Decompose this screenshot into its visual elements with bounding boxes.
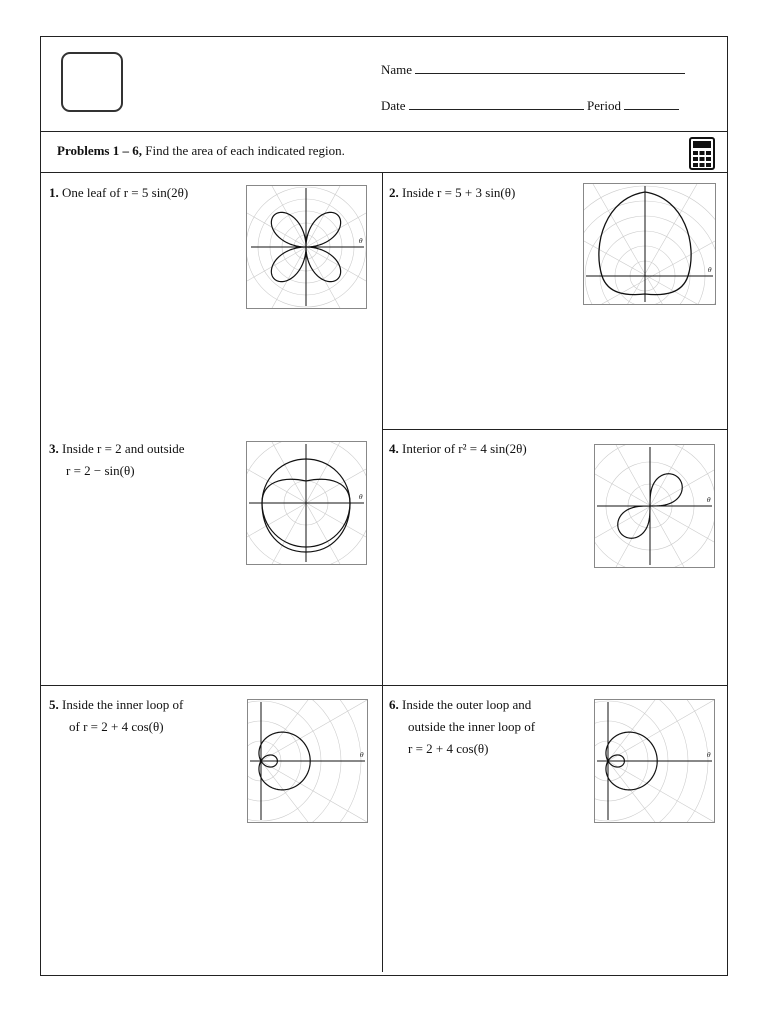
date-field bbox=[381, 97, 679, 114]
problem-4-text: Interior of r² = 4 sin(2θ) bbox=[402, 441, 527, 456]
calculator-icon bbox=[689, 137, 715, 170]
problem-1-graph bbox=[246, 185, 367, 309]
problem-6-line-1: Inside the outer loop and bbox=[402, 697, 532, 712]
row-divider-1-right bbox=[382, 429, 727, 430]
theta-label: θ bbox=[708, 267, 712, 274]
problem-4-number: 4. bbox=[389, 441, 399, 456]
instructions-bold: Problems 1 – 6, bbox=[57, 143, 142, 158]
theta-label: θ bbox=[359, 494, 363, 501]
instructions bbox=[57, 143, 345, 159]
problem-3-line-1: Inside r = 2 and outside bbox=[62, 441, 185, 456]
problem-3 bbox=[49, 438, 185, 482]
problem-4-graph bbox=[594, 444, 715, 568]
problem-1-number: 1. bbox=[49, 185, 59, 200]
problem-6 bbox=[389, 694, 535, 760]
name-label: Name bbox=[381, 62, 413, 77]
problem-3-graph bbox=[246, 441, 367, 565]
problem-6-number: 6. bbox=[389, 697, 399, 712]
date-blank-line[interactable] bbox=[409, 97, 584, 110]
theta-label: θ bbox=[360, 752, 364, 759]
logo-placeholder-box bbox=[61, 52, 123, 112]
column-divider bbox=[382, 172, 383, 972]
theta-label: θ bbox=[707, 752, 711, 759]
problem-3-line-2: r = 2 − sin(θ) bbox=[66, 463, 135, 478]
name-blank-line[interactable] bbox=[415, 61, 685, 74]
header-divider bbox=[41, 131, 727, 132]
problem-5-line-2: of r = 2 + 4 cos(θ) bbox=[69, 719, 164, 734]
problem-5 bbox=[49, 694, 183, 738]
problem-6-graph bbox=[594, 699, 715, 823]
theta-label: θ bbox=[359, 238, 363, 245]
name-field bbox=[381, 61, 685, 78]
worksheet bbox=[40, 36, 728, 976]
problem-4 bbox=[389, 438, 527, 460]
theta-label: θ bbox=[707, 497, 711, 504]
problem-2-text: Inside r = 5 + 3 sin(θ) bbox=[402, 185, 516, 200]
problem-1-text: One leaf of r = 5 sin(2θ) bbox=[62, 185, 189, 200]
problem-5-graph bbox=[247, 699, 368, 823]
problem-2-number: 2. bbox=[389, 185, 399, 200]
instructions-divider bbox=[41, 172, 727, 173]
problem-2 bbox=[389, 182, 515, 204]
problem-5-number: 5. bbox=[49, 697, 59, 712]
period-label: Period bbox=[587, 98, 621, 113]
problem-1 bbox=[49, 182, 188, 204]
problem-3-number: 3. bbox=[49, 441, 59, 456]
problem-5-line-1: Inside the inner loop of bbox=[62, 697, 184, 712]
problem-2-graph bbox=[583, 183, 716, 305]
date-label: Date bbox=[381, 98, 406, 113]
period-blank-line[interactable] bbox=[624, 97, 679, 110]
instructions-text: Find the area of each indicated region. bbox=[141, 143, 345, 158]
problem-6-line-3: r = 2 + 4 cos(θ) bbox=[408, 741, 489, 756]
row-divider-2 bbox=[41, 685, 727, 686]
problem-6-line-2: outside the inner loop of bbox=[408, 719, 536, 734]
